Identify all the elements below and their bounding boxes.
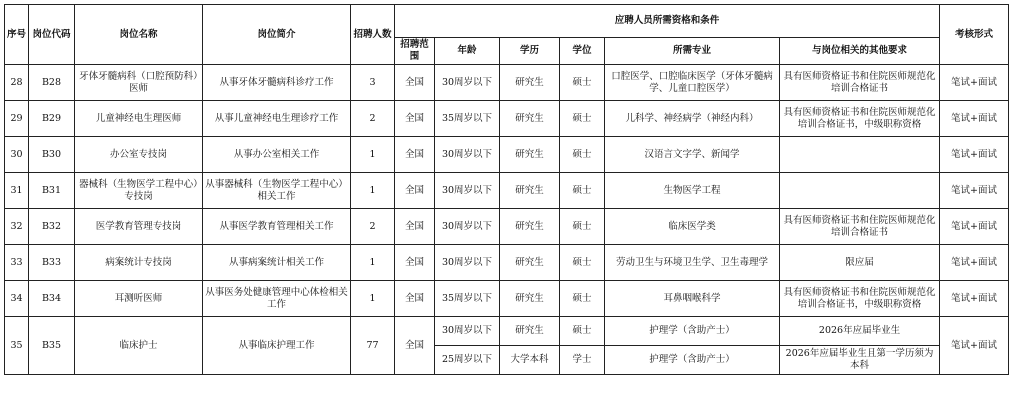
cell-edu: 研究生 [500,101,560,137]
cell-intro: 从事医学教育管理相关工作 [203,209,351,245]
cell-exam: 笔试+面试 [940,245,1009,281]
cell-degree: 硕士 [560,65,605,101]
cell-intro: 从事医务处健康管理中心体检相关工作 [203,281,351,317]
cell-scope: 全国 [395,173,435,209]
cell-intro: 从事儿童神经电生理诊疗工作 [203,101,351,137]
cell-name: 牙体牙髓病科（口腔预防科）医师 [75,65,203,101]
cell-scope: 全国 [395,317,435,375]
cell-count: 1 [351,173,395,209]
cell-edu: 研究生 [500,317,560,346]
cell-other: 具有医师资格证书和住院医师规范化培训合格证书 [780,65,940,101]
cell-seq: 33 [5,245,29,281]
cell-count: 1 [351,245,395,281]
cell-age: 30周岁以下 [435,317,500,346]
cell-major: 生物医学工程 [605,173,780,209]
cell-intro: 从事病案统计相关工作 [203,245,351,281]
table-row [5,245,1009,281]
cell-intro: 从事牙体牙髓病科诊疗工作 [203,65,351,101]
cell-code: B28 [29,65,75,101]
cell-edu: 研究生 [500,245,560,281]
cell-code: B35 [29,317,75,375]
cell-count: 77 [351,317,395,375]
cell-age: 35周岁以下 [435,281,500,317]
cell-count: 2 [351,101,395,137]
header-intro: 岗位简介 [203,5,351,65]
cell-exam: 笔试+面试 [940,65,1009,101]
cell-name: 办公室专技岗 [75,137,203,173]
cell-code: B30 [29,137,75,173]
cell-scope: 全国 [395,101,435,137]
header-code: 岗位代码 [29,5,75,65]
cell-scope: 全国 [395,245,435,281]
cell-age: 30周岁以下 [435,245,500,281]
cell-code: B31 [29,173,75,209]
cell-other: 2026年应届毕业生 [780,317,940,346]
table-row [5,209,1009,245]
cell-exam: 笔试+面试 [940,173,1009,209]
cell-seq: 32 [5,209,29,245]
cell-other: 具有医师资格证书和住院医师规范化培训合格证书，中级职称资格 [780,281,940,317]
cell-degree: 硕士 [560,245,605,281]
cell-exam: 笔试+面试 [940,101,1009,137]
cell-name: 器械科（生物医学工程中心）专技岗 [75,173,203,209]
cell-degree: 硕士 [560,101,605,137]
cell-other [780,173,940,209]
cell-scope: 全国 [395,137,435,173]
cell-seq: 31 [5,173,29,209]
cell-count: 2 [351,209,395,245]
cell-major: 护理学（含助产士） [605,317,780,346]
header-qualifications-group: 应聘人员所需资格和条件 [395,5,940,38]
cell-count: 1 [351,137,395,173]
cell-major: 劳动卫生与环境卫生学、卫生毒理学 [605,245,780,281]
cell-name: 耳测听医师 [75,281,203,317]
cell-major: 耳鼻咽喉科学 [605,281,780,317]
cell-major: 汉语言文字学、新闻学 [605,137,780,173]
cell-code: B32 [29,209,75,245]
table-row [5,65,1009,101]
cell-age: 30周岁以下 [435,137,500,173]
table-row [5,137,1009,173]
cell-edu: 研究生 [500,281,560,317]
table-row [5,173,1009,209]
cell-scope: 全国 [395,281,435,317]
cell-edu: 研究生 [500,137,560,173]
cell-name: 儿童神经电生理医师 [75,101,203,137]
table-row [5,317,1009,346]
cell-degree: 硕士 [560,173,605,209]
header-age: 年龄 [435,38,500,65]
cell-seq: 35 [5,317,29,375]
recruitment-table-container [4,4,1008,375]
cell-scope: 全国 [395,209,435,245]
table-row [5,101,1009,137]
cell-degree: 学士 [560,346,605,375]
cell-major: 护理学（含助产士） [605,346,780,375]
cell-major: 口腔医学、口腔临床医学（牙体牙髓病学、儿童口腔医学） [605,65,780,101]
cell-seq: 34 [5,281,29,317]
cell-edu: 研究生 [500,209,560,245]
cell-seq: 29 [5,101,29,137]
cell-intro: 从事临床护理工作 [203,317,351,375]
cell-name: 临床护士 [75,317,203,375]
cell-age: 30周岁以下 [435,209,500,245]
cell-other: 限应届 [780,245,940,281]
header-other: 与岗位相关的其他要求 [780,38,940,65]
cell-exam: 笔试+面试 [940,137,1009,173]
cell-age: 25周岁以下 [435,346,500,375]
cell-count: 1 [351,281,395,317]
cell-edu: 大学本科 [500,346,560,375]
cell-other [780,137,940,173]
header-degree: 学位 [560,38,605,65]
cell-other: 2026年应届毕业生且第一学历须为本科 [780,346,940,375]
header-scope: 招聘范围 [395,38,435,65]
header-name: 岗位名称 [75,5,203,65]
cell-other: 具有医师资格证书和住院医师规范化培训合格证书 [780,209,940,245]
cell-seq: 30 [5,137,29,173]
cell-age: 30周岁以下 [435,65,500,101]
cell-exam: 笔试+面试 [940,317,1009,375]
header-row-1 [5,5,1009,38]
cell-other: 具有医师资格证书和住院医师规范化培训合格证书，中级职称资格 [780,101,940,137]
cell-name: 病案统计专技岗 [75,245,203,281]
cell-exam: 笔试+面试 [940,281,1009,317]
cell-intro: 从事器械科（生物医学工程中心）相关工作 [203,173,351,209]
table-row [5,281,1009,317]
cell-edu: 研究生 [500,65,560,101]
header-edu: 学历 [500,38,560,65]
cell-age: 35周岁以下 [435,101,500,137]
cell-code: B34 [29,281,75,317]
cell-age: 30周岁以下 [435,173,500,209]
cell-degree: 硕士 [560,317,605,346]
cell-major: 临床医学类 [605,209,780,245]
cell-degree: 硕士 [560,209,605,245]
cell-name: 医学教育管理专技岗 [75,209,203,245]
cell-code: B33 [29,245,75,281]
cell-intro: 从事办公室相关工作 [203,137,351,173]
cell-scope: 全国 [395,65,435,101]
header-major: 所需专业 [605,38,780,65]
header-seq: 序号 [5,5,29,65]
cell-major: 儿科学、神经病学（神经内科） [605,101,780,137]
cell-code: B29 [29,101,75,137]
header-count: 招聘人数 [351,5,395,65]
cell-degree: 硕士 [560,281,605,317]
cell-seq: 28 [5,65,29,101]
recruitment-table [4,4,1009,375]
cell-degree: 硕士 [560,137,605,173]
header-exam: 考核形式 [940,5,1009,65]
cell-edu: 研究生 [500,173,560,209]
cell-exam: 笔试+面试 [940,209,1009,245]
cell-count: 3 [351,65,395,101]
